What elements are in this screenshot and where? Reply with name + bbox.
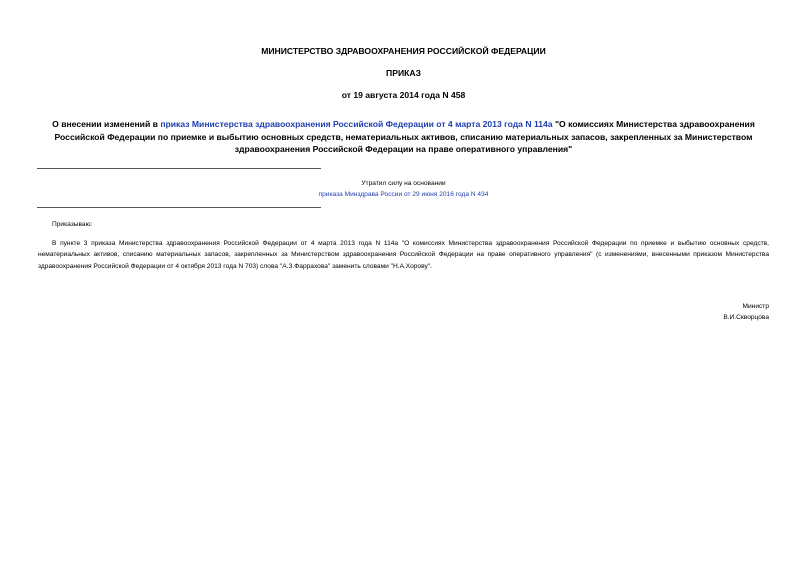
status-line: Утратил силу на основании — [361, 180, 446, 187]
title-link[interactable]: приказ Министерства здравоохранения Российской Федерации от 4 марта 2013 года N 114а — [160, 119, 553, 129]
paragraph-text: В пункте 3 приказа Министерства здравоохранения Российской Федерации от 4 марта 2013 года N 114а "О комиссиях Министерства здравоохранения Российской Федерации по приемке и выбытию основных средств, нематериальных активов, списанию материальных запасов, закрепленных за Министерством здравоохранения Российской Федерации на праве оперативного управления" (с изменениями, внесенными приказом Министерства здравоохранения Российской Федерации от 4 октября 2013 года N 703) слова "А.З.Фаррахова" заменить словами "Н.А.Хорову". — [38, 240, 769, 270]
order-word: Приказываю: — [52, 221, 93, 228]
signature-position: Министр — [742, 303, 769, 310]
signature-name: В.И.Скворцова — [723, 314, 769, 321]
divider-top — [37, 168, 321, 169]
document-title — [36, 118, 771, 156]
status-note — [300, 179, 507, 200]
doc-type-heading: ПРИКАЗ — [386, 68, 421, 78]
title-prefix: О внесении изменений в — [52, 119, 161, 129]
order-paragraph — [38, 238, 769, 272]
divider-bottom — [37, 207, 321, 208]
ministry-heading: МИНИСТЕРСТВО ЗДРАВООХРАНЕНИЯ РОССИЙСКОЙ ФЕДЕРАЦИИ — [261, 46, 546, 56]
status-link[interactable]: приказа Минздрава России от 29 июня 2016 года N 434 — [318, 190, 489, 198]
date-line: от 19 августа 2014 года N 458 — [341, 90, 466, 100]
title-rest: "О комиссиях Министерства здравоохранения Российской Федерации по приемке и выбытию основных средств, нематериальных активов, списанию материальных запасов, закрепленных за Министерством здравоохранения Российской Федерации на праве оперативного управления" — [54, 119, 755, 154]
